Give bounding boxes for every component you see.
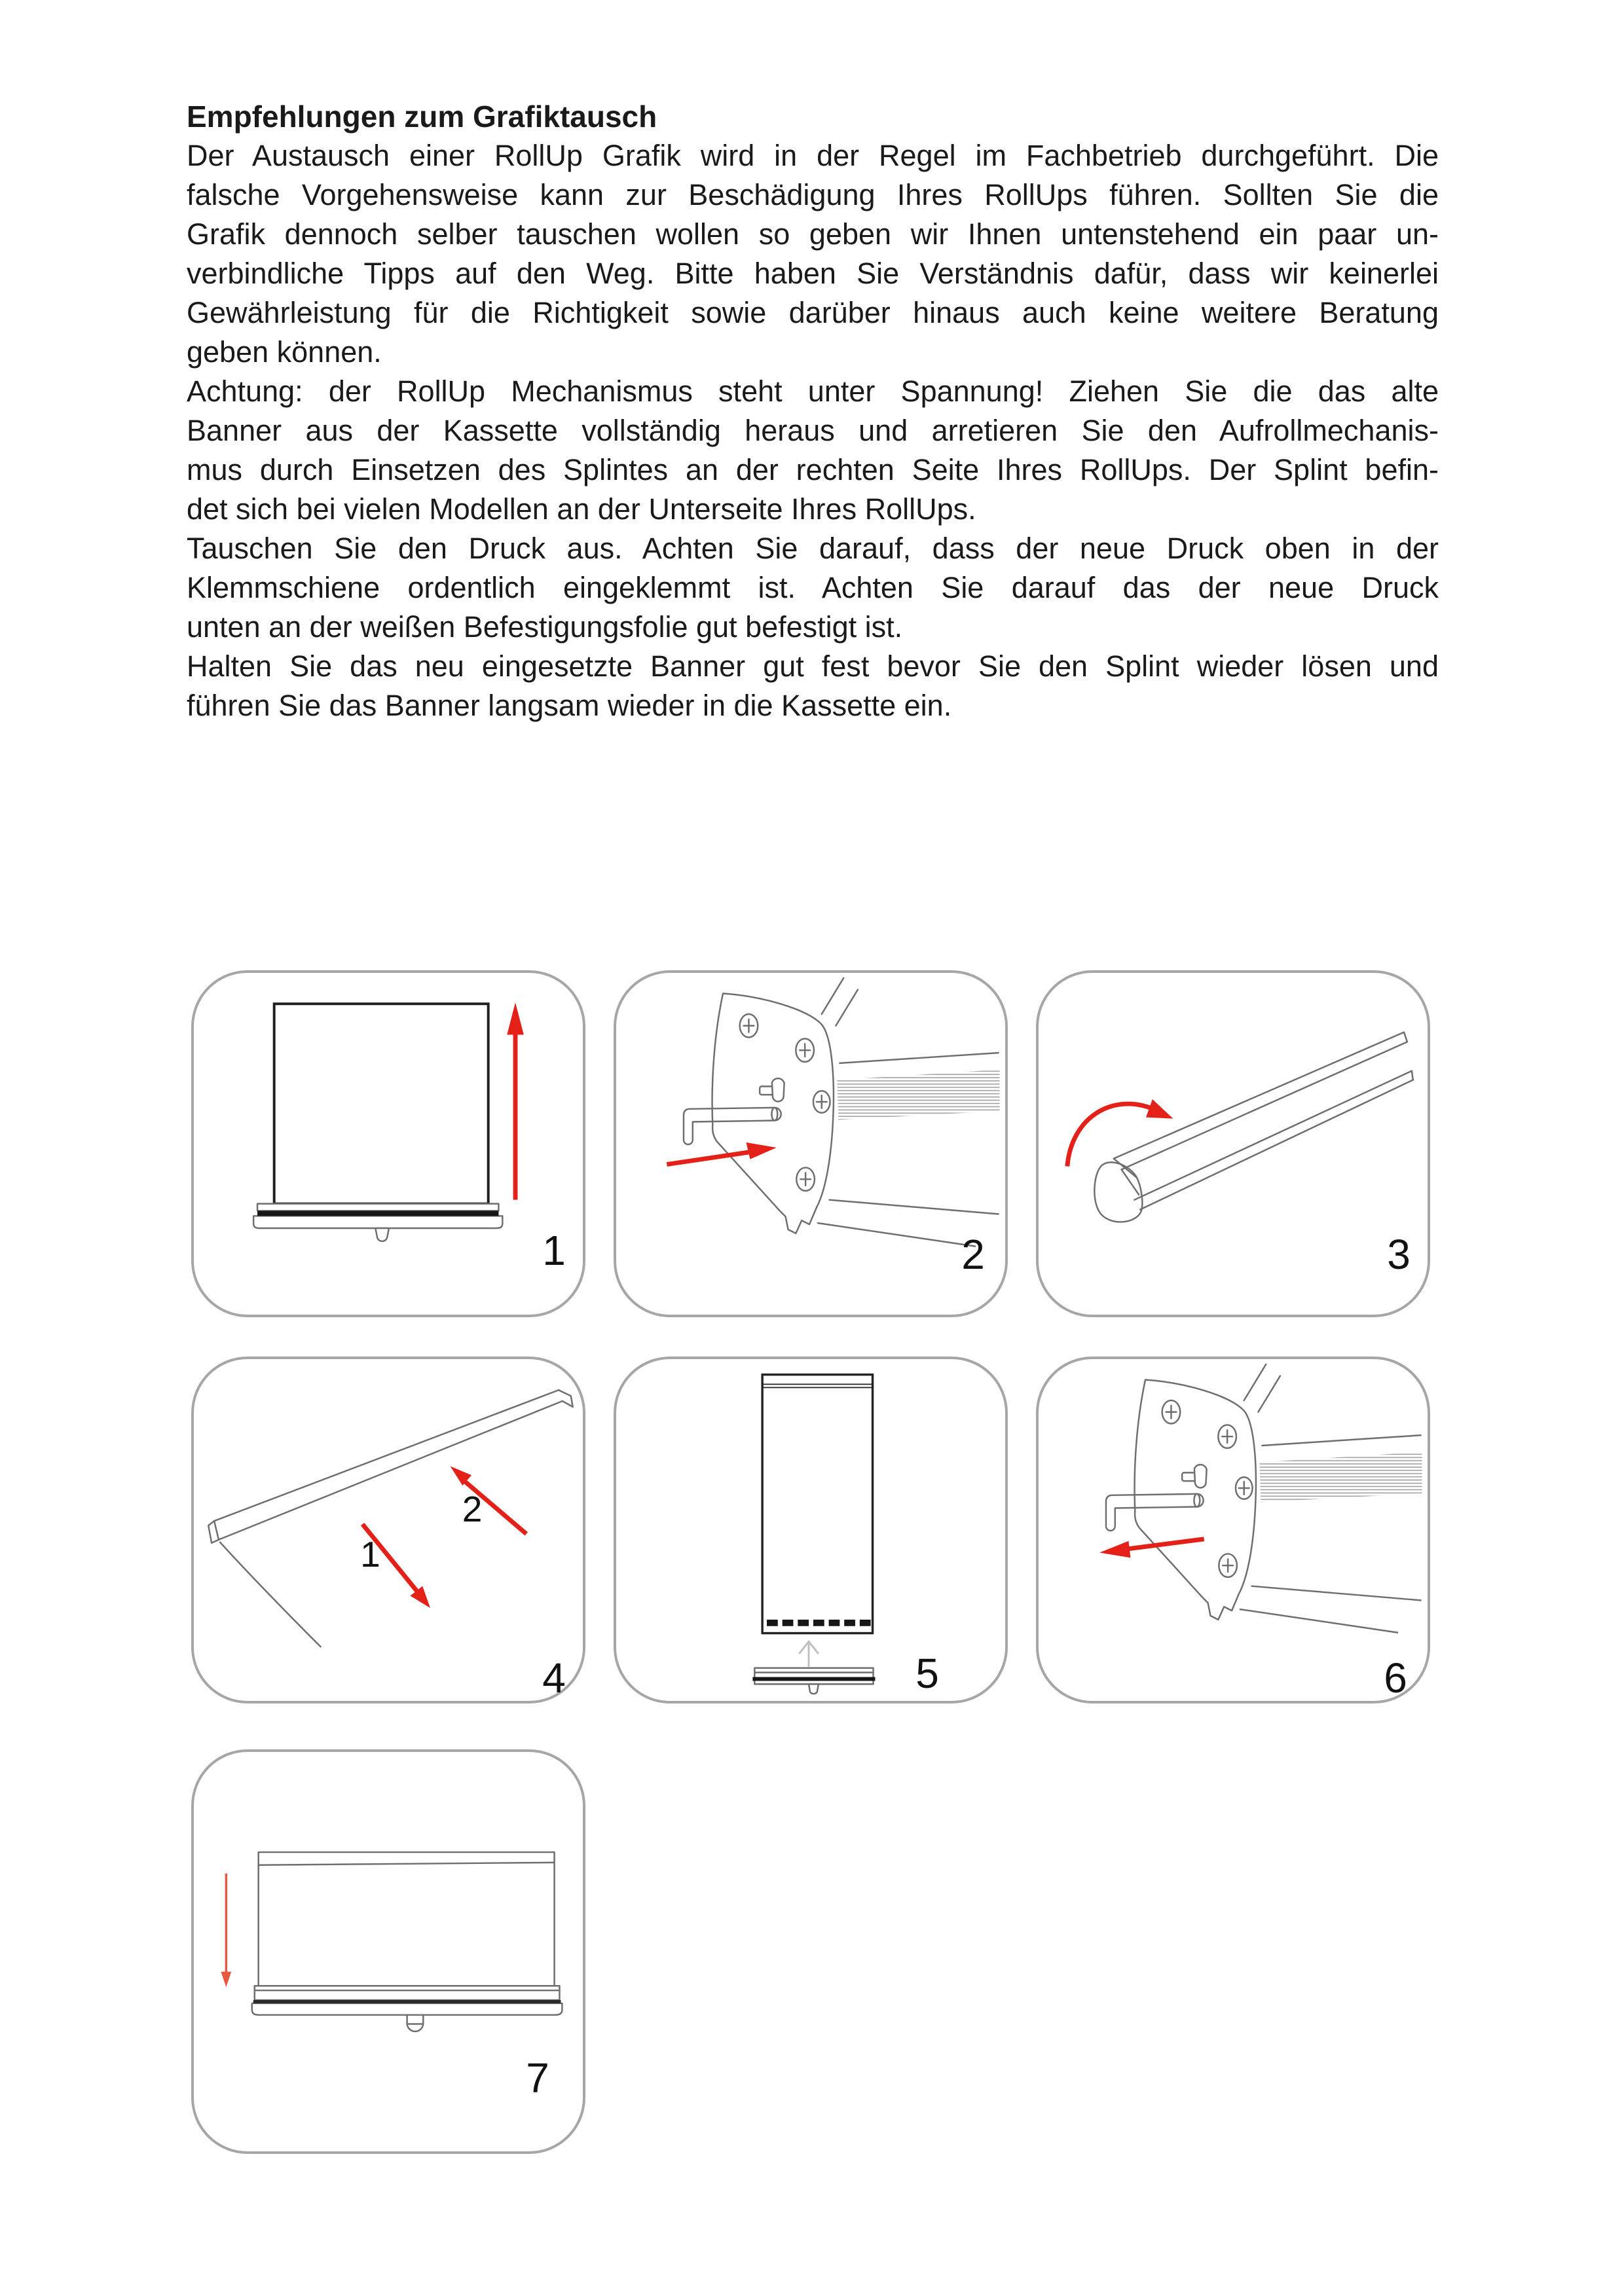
step-1-drawing	[194, 973, 583, 1315]
arrow-down-icon	[221, 1874, 231, 1988]
step-3-drawing	[1039, 973, 1428, 1315]
step-4-drawing	[194, 1359, 583, 1701]
banner-roll	[837, 1070, 999, 1120]
step-2-drawing	[616, 973, 1005, 1315]
splint-pin	[684, 1108, 781, 1144]
document-title: Empfehlungen zum Grafiktausch	[187, 100, 657, 134]
step-number: 1	[542, 1227, 566, 1274]
banner-graphic	[762, 1375, 872, 1633]
step-number: 2	[961, 1231, 985, 1278]
cassette-slot	[253, 2000, 561, 2003]
text-line: Tauschen Sie den Druck aus. Achten Sie darauf, dass der neue Druck oben in der	[187, 532, 1439, 565]
figure-step-7	[191, 1749, 585, 2154]
arrow-up-icon	[507, 1002, 524, 1199]
arrow-up-outline-icon	[799, 1641, 819, 1666]
text-line: unten an der weißen Befestigungsfolie gut befestigt ist.	[187, 610, 903, 644]
cassette-end-cap	[1135, 1380, 1256, 1620]
cassette-slot	[752, 1677, 875, 1681]
cassette-slot	[257, 1211, 498, 1216]
text-line: falsche Vorgehensweise kann zur Beschädigung Ihres RollUps führen. Sollten Sie die	[187, 178, 1439, 211]
step-number: 3	[1387, 1231, 1411, 1278]
text-line: führen Sie das Banner langsam wieder in die Kassette ein.	[187, 689, 952, 722]
step-number: 5	[915, 1650, 939, 1697]
text-line: Gewährleistung für die Richtigkeit sowie darüber hinaus auch keine weitere Beratung	[187, 296, 1439, 329]
figure-step-1	[191, 970, 585, 1317]
step-number: 7	[526, 2054, 549, 2102]
step-5-drawing	[616, 1359, 1005, 1701]
figure-step-3	[1036, 970, 1430, 1317]
text-line: geben können.	[187, 335, 382, 369]
pull-tab	[809, 1684, 819, 1694]
clamp-rail	[208, 1390, 572, 1647]
banner-and-cassette	[252, 1852, 563, 2032]
cassette-base	[253, 1204, 502, 1241]
text-line: Klemmschiene ordentlich eingeklemmt ist. Achten Sie darauf das der neue Druck	[187, 571, 1439, 604]
clamp-rail	[1114, 1032, 1413, 1210]
arrow-label-2: 2	[462, 1489, 483, 1530]
text-line: Banner aus der Kassette vollständig heraus und arretieren Sie den Aufrollmechanis-	[187, 414, 1439, 447]
banner-graphic	[259, 1852, 555, 1986]
text-line: Halten Sie das neu eingesetzte Banner gut fest bevor Sie den Splint wieder lösen und	[187, 649, 1439, 683]
figure-step-6	[1036, 1357, 1430, 1704]
cassette-end-cap	[712, 994, 834, 1233]
arrow-label-1: 1	[360, 1534, 380, 1575]
screws	[1162, 1400, 1253, 1577]
text-line: mus durch Einsetzen des Splintes an der rechten Seite Ihres RollUps. Der Splint befin-	[187, 453, 1439, 486]
lock-knob	[760, 1078, 784, 1101]
step-number: 6	[1384, 1654, 1407, 1702]
adhesive-strip	[767, 1620, 871, 1626]
figure-step-4	[191, 1357, 585, 1704]
text-line: Der Austausch einer RollUp Grafik wird in der Regel im Fachbetrieb durchgeführt. Die	[187, 139, 1439, 172]
pull-tab	[375, 1228, 389, 1241]
figure-step-5	[614, 1357, 1008, 1704]
text-line: Achtung: der RollUp Mechanismus steht unter Spannung! Ziehen Sie die das alte	[187, 374, 1439, 408]
screws	[740, 1014, 830, 1191]
cassette-base	[255, 1986, 560, 2000]
figure-step-2	[614, 970, 1008, 1317]
text-line: verbindliche Tipps auf den Weg. Bitte haben Sie Verständnis dafür, dass wir keinerlei	[187, 257, 1439, 290]
instructions-text	[187, 97, 1439, 725]
step-number: 4	[542, 1654, 566, 1702]
text-line: Grafik dennoch selber tauschen wollen so geben wir Ihnen untenstehend ein paar un-	[187, 217, 1439, 251]
cassette-base	[754, 1668, 873, 1694]
banner-graphic	[274, 1004, 489, 1203]
lock-knob	[1182, 1465, 1206, 1487]
text-line: det sich bei vielen Modellen an der Unterseite Ihres RollUps.	[187, 492, 976, 526]
step-6-drawing	[1039, 1359, 1428, 1701]
rail-end-cap	[1094, 1162, 1142, 1222]
banner-roll	[1259, 1452, 1422, 1503]
splint-pin	[1106, 1494, 1204, 1531]
